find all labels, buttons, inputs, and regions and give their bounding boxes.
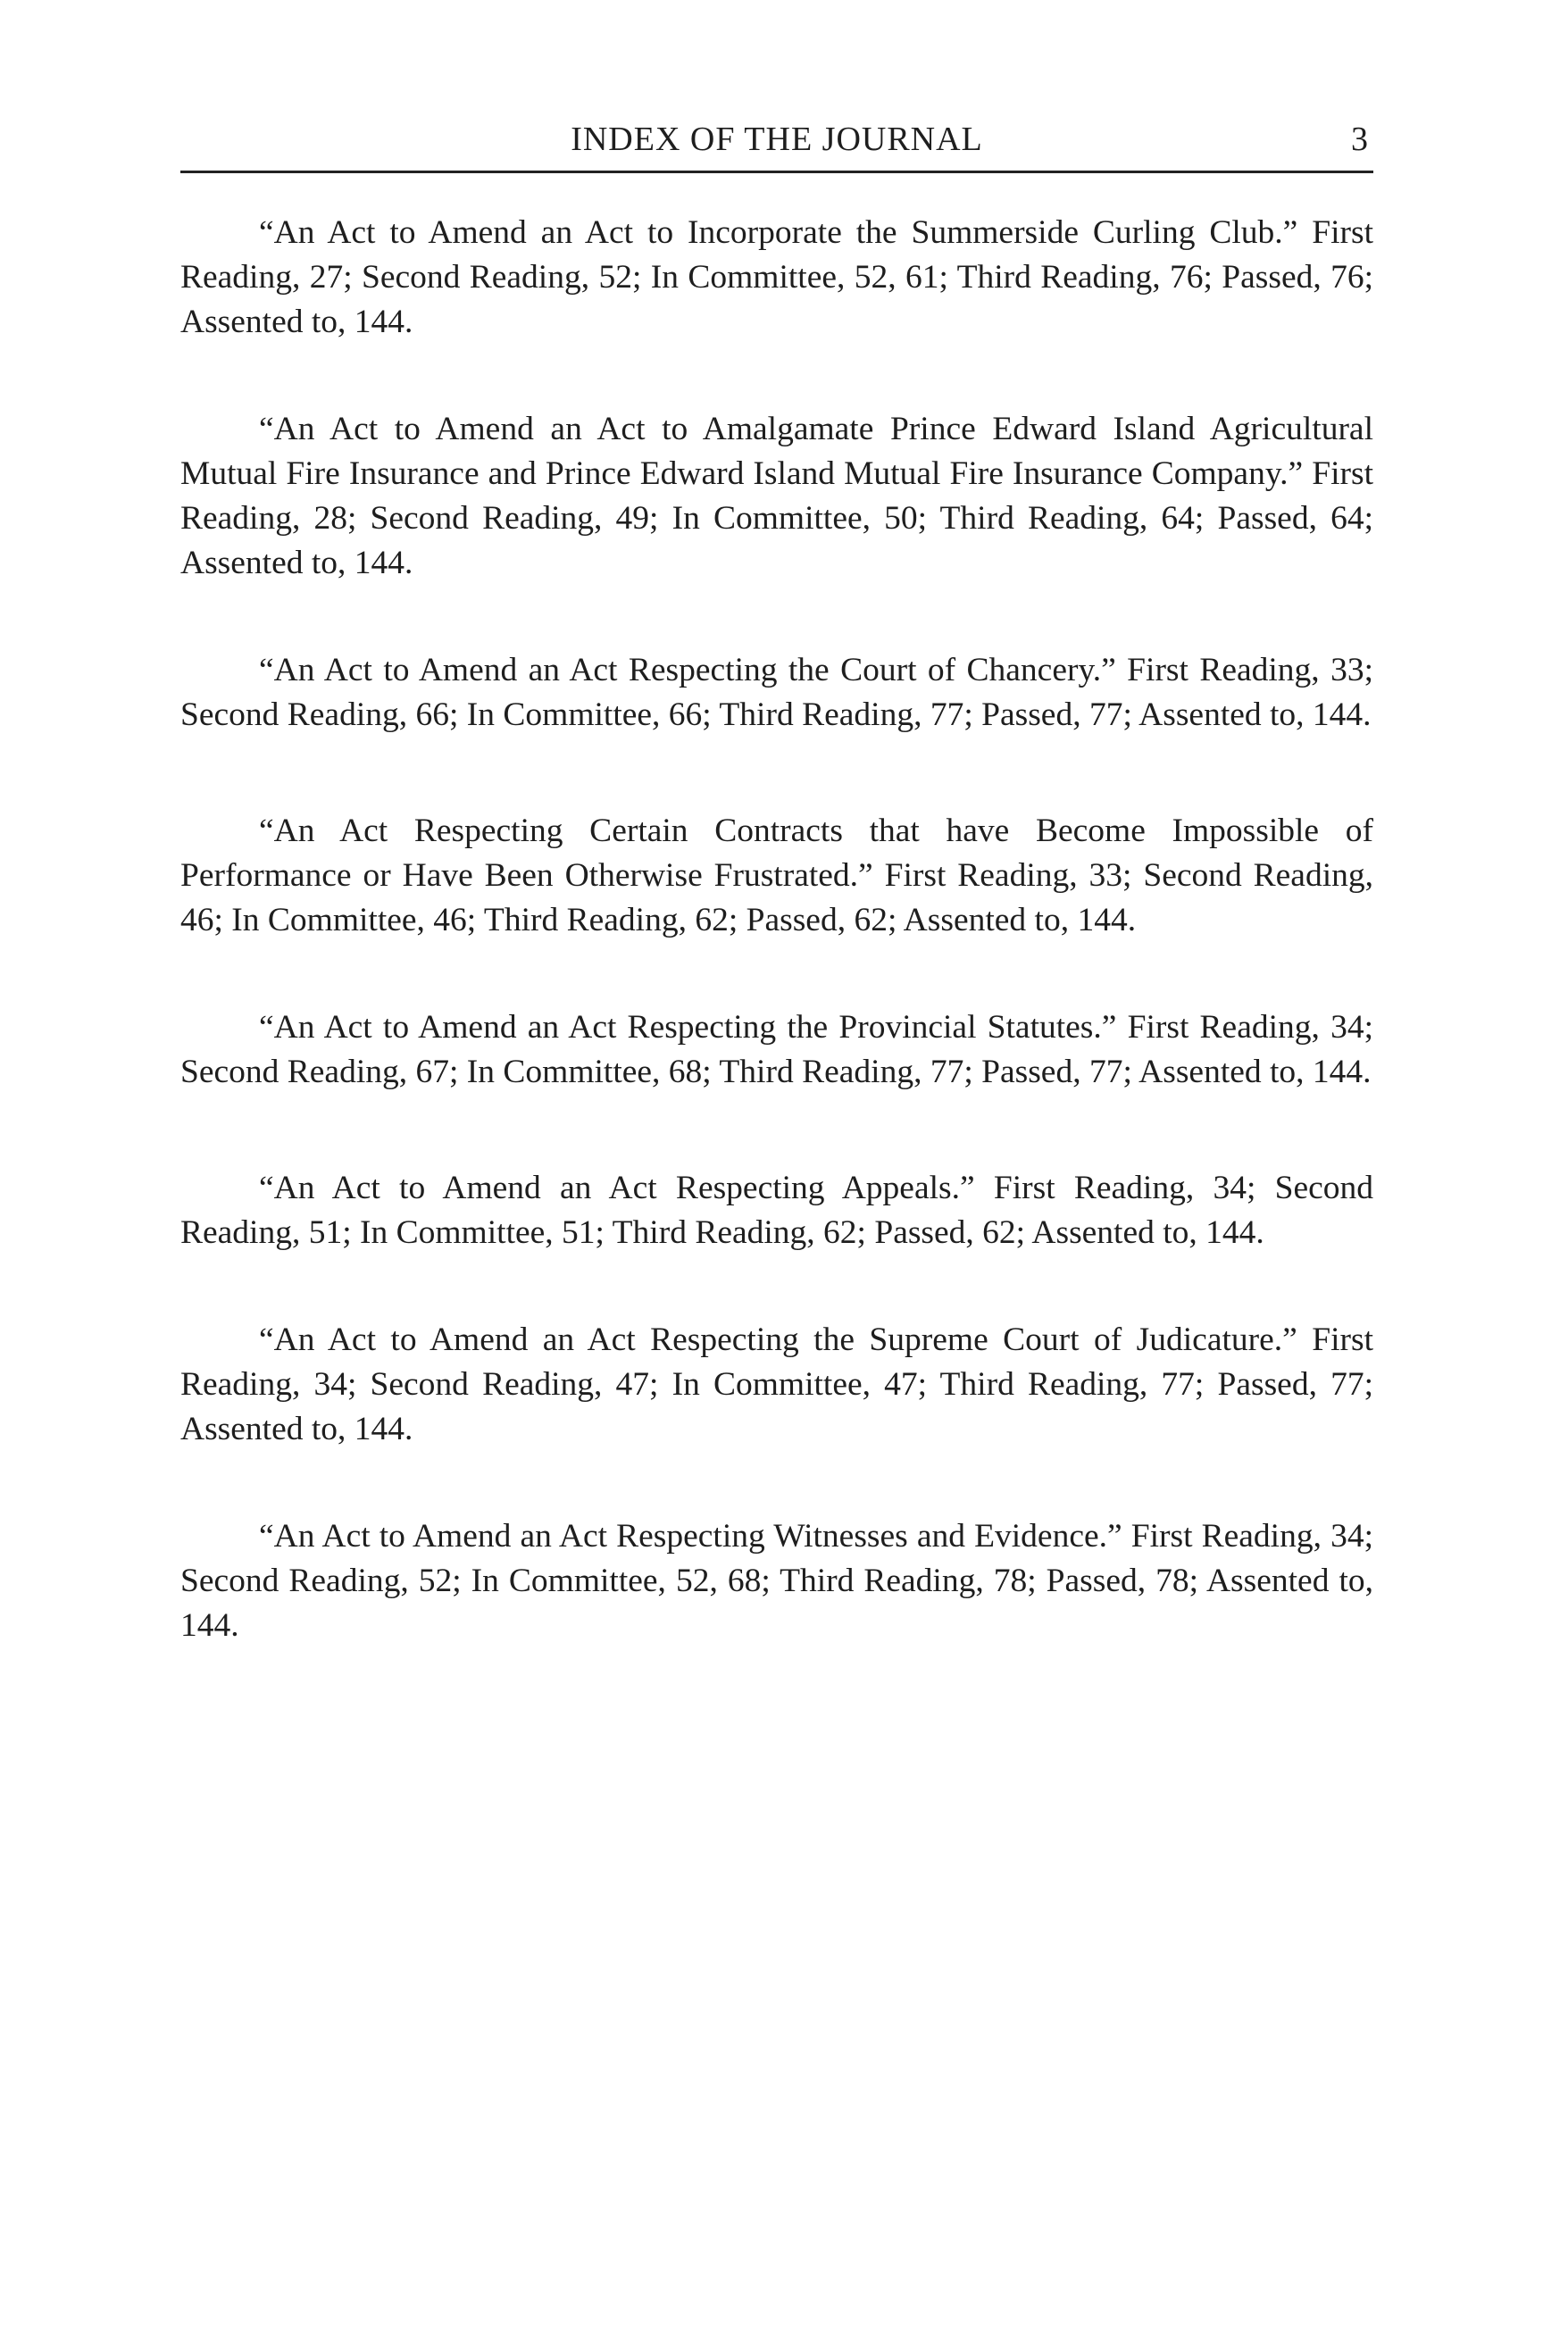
running-title: INDEX OF THE JOURNAL xyxy=(571,121,983,158)
index-entry: “An Act to Amend an Act Respecting the Supreme Court of Judicature.” First Reading, 34; Second Reading, 47; In Committee, 47; Third Reading, 77; Passed, 77; Assented to, 144. xyxy=(180,1321,1373,1447)
index-entry: “An Act to Amend an Act Respecting the Provincial Statutes.” First Reading, 34; Second Reading, 67; In Committee, 68; Third Reading, 77; Passed, 77; Assented to, 144. xyxy=(180,1009,1373,1090)
page-number: 3 xyxy=(1351,121,1368,158)
index-entry: “An Act to Amend an Act Respecting Witnesses and Evidence.” First Reading, 34; Second Reading, 52; In Committee, 52, 68; Third Reading, 78; Passed, 78; Assented to, 144. xyxy=(180,1518,1373,1644)
index-entry: “An Act to Amend an Act Respecting the Court of Chancery.” First Reading, 33; Second Reading, 66; In Committee, 66; Third Reading, 77; Passed, 77; Assented to, 144. xyxy=(180,652,1373,733)
index-entry: “An Act to Amend an Act Respecting Appeals.” First Reading, 34; Second Reading, 51; In Committee, 51; Third Reading, 62; Passed, 62; Assented to, 144. xyxy=(180,1170,1373,1251)
page-header xyxy=(180,114,1373,164)
index-entry: “An Act to Amend an Act to Incorporate the Summerside Curling Club.” First Reading, 27; Second Reading, 52; In Committee, 52, 61; Third Reading, 76; Passed, 76; Assented to, 144. xyxy=(180,214,1373,340)
index-entry: “An Act Respecting Certain Contracts that have Become Impossible of Performance or Have Been Otherwise Frustrated.” First Reading, 33; Second Reading, 46; In Committee, 46; Third Reading, 62; Passed, 62; Assented to, 144. xyxy=(180,813,1373,938)
index-entry: “An Act to Amend an Act to Amalgamate Prince Edward Island Agricultural Mutual Fire Insurance and Prince Edward Island Mutual Fire Insurance Company.” First Reading, 28; Second Reading, 49; In Committee, 50; Third Reading, 64; Passed, 64; Assented to, 144. xyxy=(180,411,1373,581)
header-rule xyxy=(180,171,1373,173)
index-entries xyxy=(180,211,1373,1648)
